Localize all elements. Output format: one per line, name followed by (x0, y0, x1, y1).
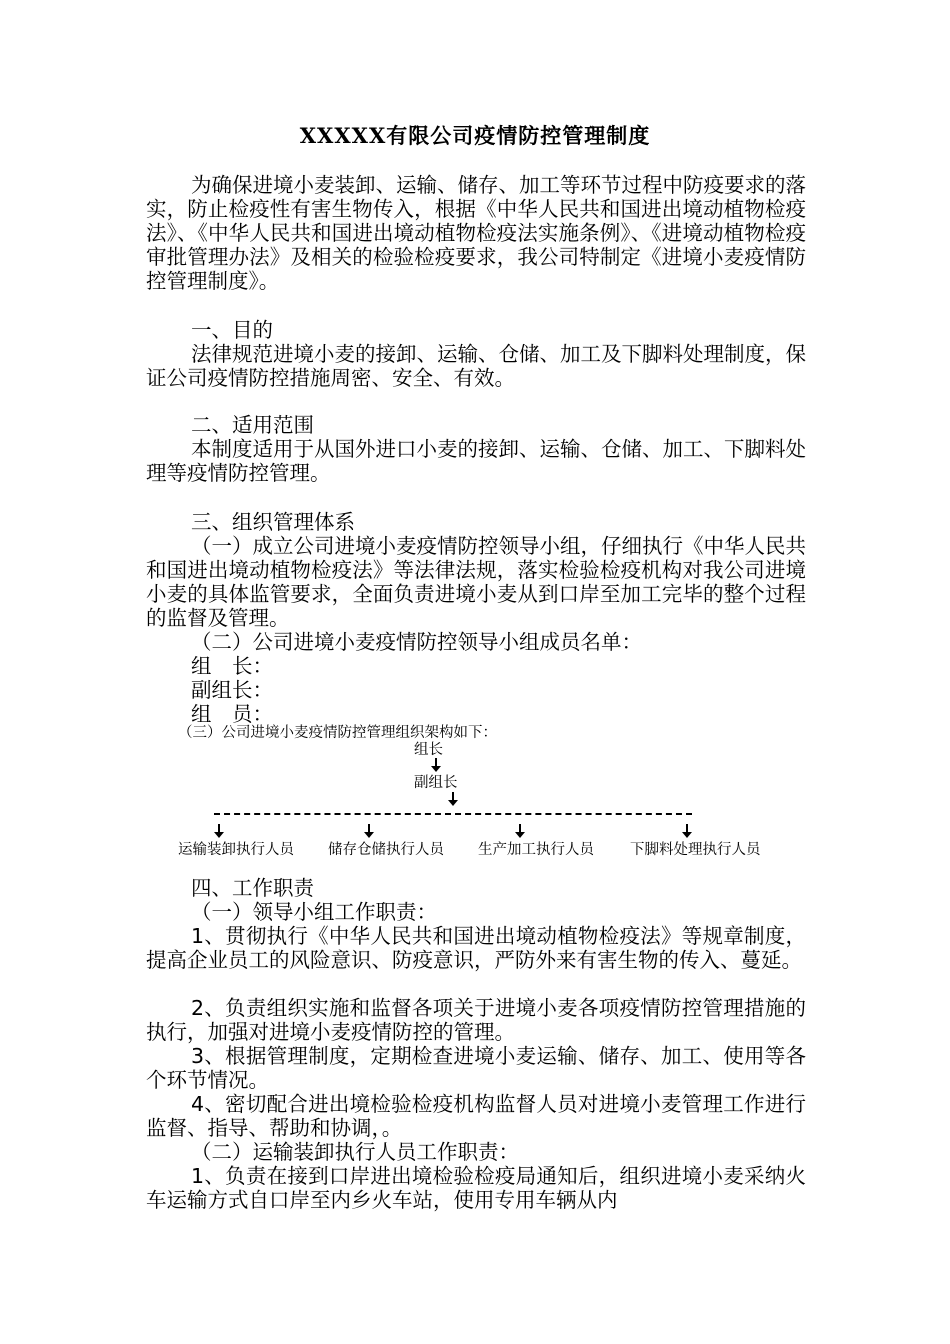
org-branch-line (214, 813, 692, 817)
section3-item2: （二）公司进境小麦疫情防控领导小组成员名单： (191, 630, 642, 654)
arrow-down-icon (680, 823, 694, 839)
section4-heading: 四、工作职责 (191, 876, 314, 900)
transport-duty: 1、负责在接到口岸进出境检验检疫局通知后，组织进境小麦采纳火车运输方式自口岸至内乡火车站，使用专用车辆从内 (146, 1164, 806, 1212)
duty-item: 1、贯彻执行《中华人民共和国进出境动植物检疫法》等规章制度，提高企业员工的风险意识、防疫意识，严防外来有害生物的传入、蔓延。 (146, 924, 806, 972)
section3-heading: 三、组织管理体系 (191, 510, 355, 534)
arrow-down-icon (212, 823, 226, 839)
section1-body: 法律规范进境小麦的接卸、运输、仓储、加工及下脚料处理制度，保证公司疫情防控措施周密、安全、有效。 (146, 342, 806, 390)
arrow-down-icon (362, 823, 376, 839)
member-leader: 组 长： (191, 654, 273, 678)
duty-item: 3、根据管理制度，定期检查进境小麦运输、储存、加工、使用等各个环节情况。 (146, 1044, 806, 1092)
arrow-down-icon (513, 823, 527, 839)
section2-body: 本制度适用于从国外进口小麦的接卸、运输、仓储、加工、下脚料处理等疫情防控管理。 (146, 437, 806, 485)
org-branch-byproduct: 下脚料处理执行人员 (630, 842, 761, 858)
duty-item: 2、负责组织实施和监督各项关于进境小麦各项疫情防控管理措施的执行，加强对进境小麦疫情防控的管理。 (146, 996, 806, 1044)
org-branch-processing: 生产加工执行人员 (478, 842, 594, 858)
org-middle-label: 副组长 (414, 775, 458, 791)
duty-item: 4、密切配合进出境检验检疫机构监督人员对进境小麦管理工作进行监督、指导、帮助和协调，。 (146, 1092, 806, 1140)
org-branch-transport: 运输装卸执行人员 (178, 842, 294, 858)
intro-paragraph: 为确保进境小麦装卸、运输、储存、加工等环节过程中防疫要求的落实，防止检疫性有害生物传入，根据《中华人民共和国进出境动植物检疫法》、《中华人民共和国进出境动植物检疫法实施条例》、《进境动植物检疫审批管理办法》及相关的检验检疫要求，我公司特制定《进境小麦疫情防控管理制度》。 (146, 173, 806, 293)
member-staff: 组 员： (191, 702, 273, 726)
section1-heading: 一、目的 (191, 318, 273, 342)
org-top-label: 组长 (414, 742, 443, 758)
arrow-down-icon (429, 757, 443, 773)
section3-item3: （三）公司进境小麦疫情防控管理组织架构如下： (178, 725, 497, 741)
section4-sub2: （二）运输装卸执行人员工作职责： (191, 1140, 519, 1164)
section3-item1: （一）成立公司进境小麦疫情防控领导小组，仔细执行《中华人民共和国进出境动植物检疫法》等法律法规，落实检验检疫机构对我公司进境小麦的具体监管要求，全面负责进境小麦从到口岸至加工完毕的整个过程的监督及管理。 (146, 534, 806, 630)
org-branch-storage: 储存仓储执行人员 (328, 842, 444, 858)
member-deputy: 副组长： (191, 678, 273, 702)
document-title: XXXXX有限公司疫情防控管理制度 (299, 123, 651, 148)
section2-heading: 二、适用范围 (191, 413, 314, 437)
arrow-down-icon (446, 791, 460, 807)
section4-sub1: （一）领导小组工作职责： (191, 900, 437, 924)
